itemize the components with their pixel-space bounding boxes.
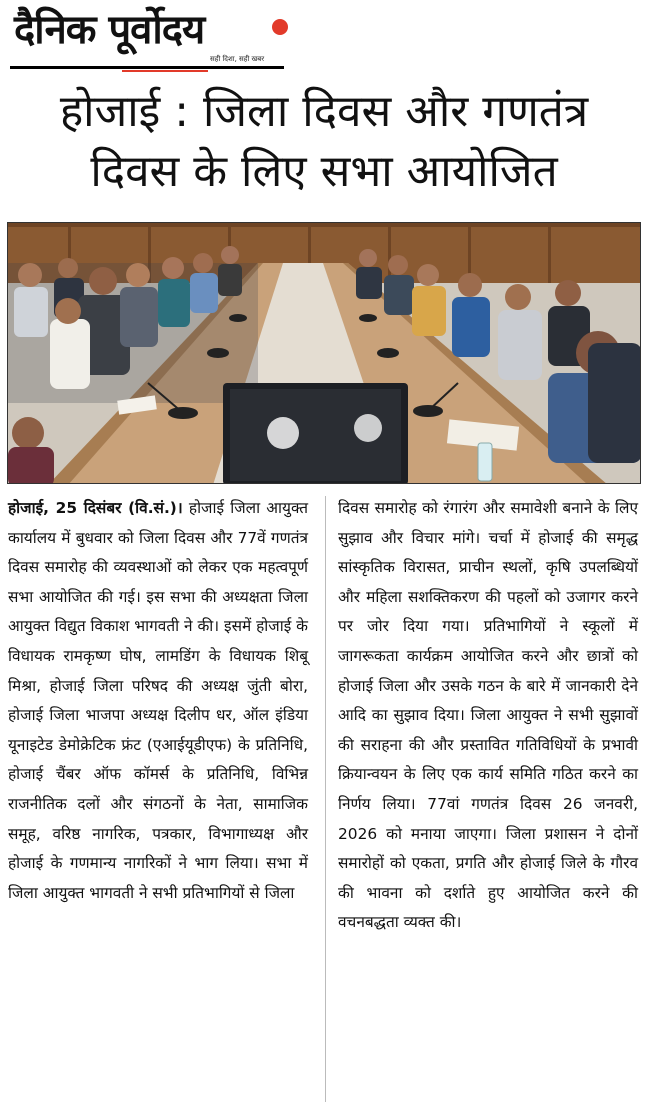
article-dateline: होजाई, 25 दिसंबर (वि.सं.)। [8, 499, 183, 517]
column-divider [325, 496, 326, 1102]
masthead [10, 6, 290, 72]
article-column-left [8, 494, 308, 908]
meeting-photo-illustration [8, 223, 641, 484]
masthead-accent-rule [122, 70, 208, 72]
headline-line-1: होजाई : जिला दिवस और गणतंत्र [59, 86, 589, 137]
masthead-rule [10, 66, 284, 69]
meeting-photo [7, 222, 641, 484]
newspaper-logo: दैनिक पूर्वोदय [14, 6, 205, 53]
headline-line-2: दिवस के लिए सभा आयोजित [90, 146, 558, 197]
article-body-right: दिवस समारोह को रंगारंग और समावेशी बनाने के लिए सुझाव और विचार मांगे। चर्चा में होजाई की समृद्ध सांस्कृतिक विरासत, प्राचीन स्थलों, कृषि उपलब्धियों और महिला सशक्तिकरण की पहलों को उजागर करने पर जोर दिया गया। प्रतिभागियों ने स्कूलों में जागरूकता कार्यक्रम आयोजित करने और छात्रों को होजाई जिला और उसके गठन के बारे में जानकारी देने आदि का सुझाव दिया। जिला आयुक्त ने सभी सुझावों की सराहना की और प्रस्तावित गतिविधियों के प्रभावी क्रियान्वयन के लिए एक कार्य समिति गठित करने का निर्णय लिया। 77वां गणतंत्र दिवस 26 जनवरी, 2026 को मनाया जाएगा। जिला प्रशासन ने दोनों समारोहों को एकता, प्रगति और होजाई जिले के गौरव की भावना को दर्शाते हुए आयोजित करने की वचनबद्धता व्यक्त की। [338, 499, 638, 932]
article-column-right [338, 494, 638, 938]
masthead-tagline: सही दिशा, सही खबर [210, 55, 265, 63]
headline [0, 82, 648, 202]
article-body-left: होजाई जिला आयुक्त कार्यालय में बुधवार को जिला दिवस और 77वें गणतंत्र दिवस समारोह की व्यवस्थाओं को लेकर एक महत्वपूर्ण सभा आयोजित की गई। इस सभा की अध्यक्षता जिला आयुक्त विद्युत विकाश भागवती ने की। इसमें होजाई के विधायक रामकृष्ण घोष, लामडिंग के विधायक शिबू मिश्रा, होजाई जिला परिषद की अध्यक्ष जुंती बोरा, होजाई जिला भाजपा अध्यक्ष दिलीप धर, ऑल इंडिया यूनाइटेड डेमोक्रेटिक फ्रंट (एआईयूडीएफ) के प्रतिनिधि, होजाई चैंबर ऑफ कॉमर्स के प्रतिनिधि, विभिन्न राजनीतिक दलों और संगठनों के नेता, सामाजिक समूह, वरिष्ठ नागरिक, पत्रकार, विभागाध्यक्ष और होजाई के गणमान्य नागरिकों ने भाग लिया। सभा में जिला आयुक्त भागवती ने सभी प्रतिभागियों से जिला [8, 499, 308, 902]
logo-dot-icon [272, 19, 288, 35]
